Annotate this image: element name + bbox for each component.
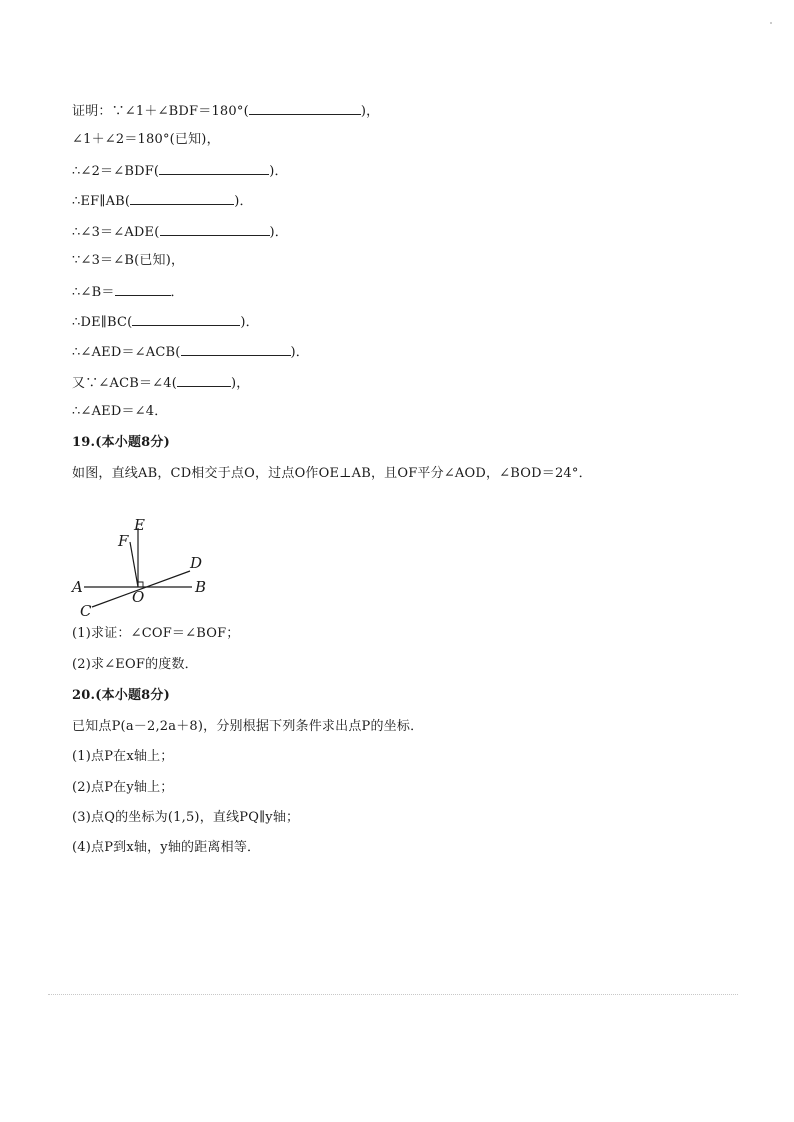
proof-line-5-post: )． (269, 225, 288, 240)
q19-stem: 如图，直线AB，CD相交于点O，过点O作OE⊥AB，且OF平分∠AOD，∠BOD＝24°． (72, 466, 592, 481)
label-e: E (134, 516, 145, 534)
label-d: D (190, 554, 203, 572)
q20-part-4: (4)点P到x轴，y轴的距离相等． (72, 840, 261, 855)
q20-part-3: (3)点Q的坐标为(1,5)，直线PQ∥y轴； (72, 810, 300, 825)
answer-blank[interactable] (249, 102, 361, 115)
label-b: B (195, 578, 207, 596)
proof-line-2-text: ∠1＋∠2＝180°(已知)， (72, 132, 220, 147)
answer-blank[interactable] (132, 313, 240, 326)
proof-line-4-post: )． (234, 194, 253, 209)
q20-stem: 已知点P(a－2,2a＋8)，分别根据下列条件求出点P的坐标． (72, 719, 424, 734)
proof-line-5-pre: ∴∠3＝∠ADE( (72, 225, 160, 240)
proof-line-7-post: ． (170, 285, 184, 300)
proof-line-2 (72, 132, 220, 148)
right-angle-mark (138, 582, 143, 587)
q19-part-1: (1)求证：∠COF＝∠BOF； (72, 626, 240, 641)
answer-blank[interactable] (177, 374, 231, 387)
answer-blank[interactable] (115, 283, 171, 296)
proof-line-8-post: )． (240, 315, 259, 330)
proof-line-10-pre: 又∵∠ACB＝∠4( (72, 376, 178, 391)
proof-line-10 (72, 374, 250, 392)
proof-line-7 (72, 283, 184, 301)
proof-line-4-pre: ∴EF∥AB( (72, 194, 131, 209)
proof-line-4 (72, 192, 253, 210)
proof-line-3-pre: ∴∠2＝∠BDF( (72, 164, 160, 179)
ray-of (130, 542, 138, 587)
proof-line-3-post: )． (269, 164, 288, 179)
proof-line-10-post: )， (231, 376, 250, 391)
proof-line-5 (72, 223, 288, 241)
proof-line-11-text: ∴∠AED＝∠4． (72, 404, 168, 419)
q20-part-1: (1)点P在x轴上； (72, 749, 174, 764)
proof-line-8 (72, 313, 259, 331)
proof-line-6-text: ∵∠3＝∠B(已知)， (72, 253, 185, 268)
proof-line-8-pre: ∴DE∥BC( (72, 315, 133, 330)
answer-blank[interactable] (159, 162, 269, 175)
q20-header: 20.(本小题8分) (72, 688, 170, 703)
proof-line-1-post: )， (360, 104, 380, 119)
label-f: F (118, 532, 129, 550)
scan-speck (770, 22, 772, 24)
page-divider (48, 994, 738, 995)
answer-blank[interactable] (130, 192, 234, 205)
proof-line-1-pre: 证明：∵∠1＋∠BDF＝180°( (72, 104, 249, 119)
proof-line-6 (72, 253, 184, 269)
q19-header: 19.(本小题8分) (72, 435, 170, 450)
answer-blank[interactable] (160, 223, 270, 236)
answer-blank[interactable] (181, 343, 291, 356)
proof-line-9-pre: ∴∠AED＝∠ACB( (72, 345, 181, 360)
q19-part-2: (2)求∠EOF的度数． (72, 657, 198, 672)
label-a: A (72, 578, 83, 596)
label-c: C (80, 602, 92, 620)
proof-line-7-pre: ∴∠B＝ (72, 285, 115, 300)
proof-line-3 (72, 162, 288, 180)
label-o: O (132, 588, 145, 606)
q20-part-2: (2)点P在y轴上； (72, 780, 174, 795)
proof-line-11 (72, 404, 167, 420)
proof-line-9-post: )． (290, 345, 310, 360)
geometry-figure (60, 508, 230, 628)
proof-line-9 (72, 343, 309, 361)
proof-line-1 (72, 102, 379, 120)
